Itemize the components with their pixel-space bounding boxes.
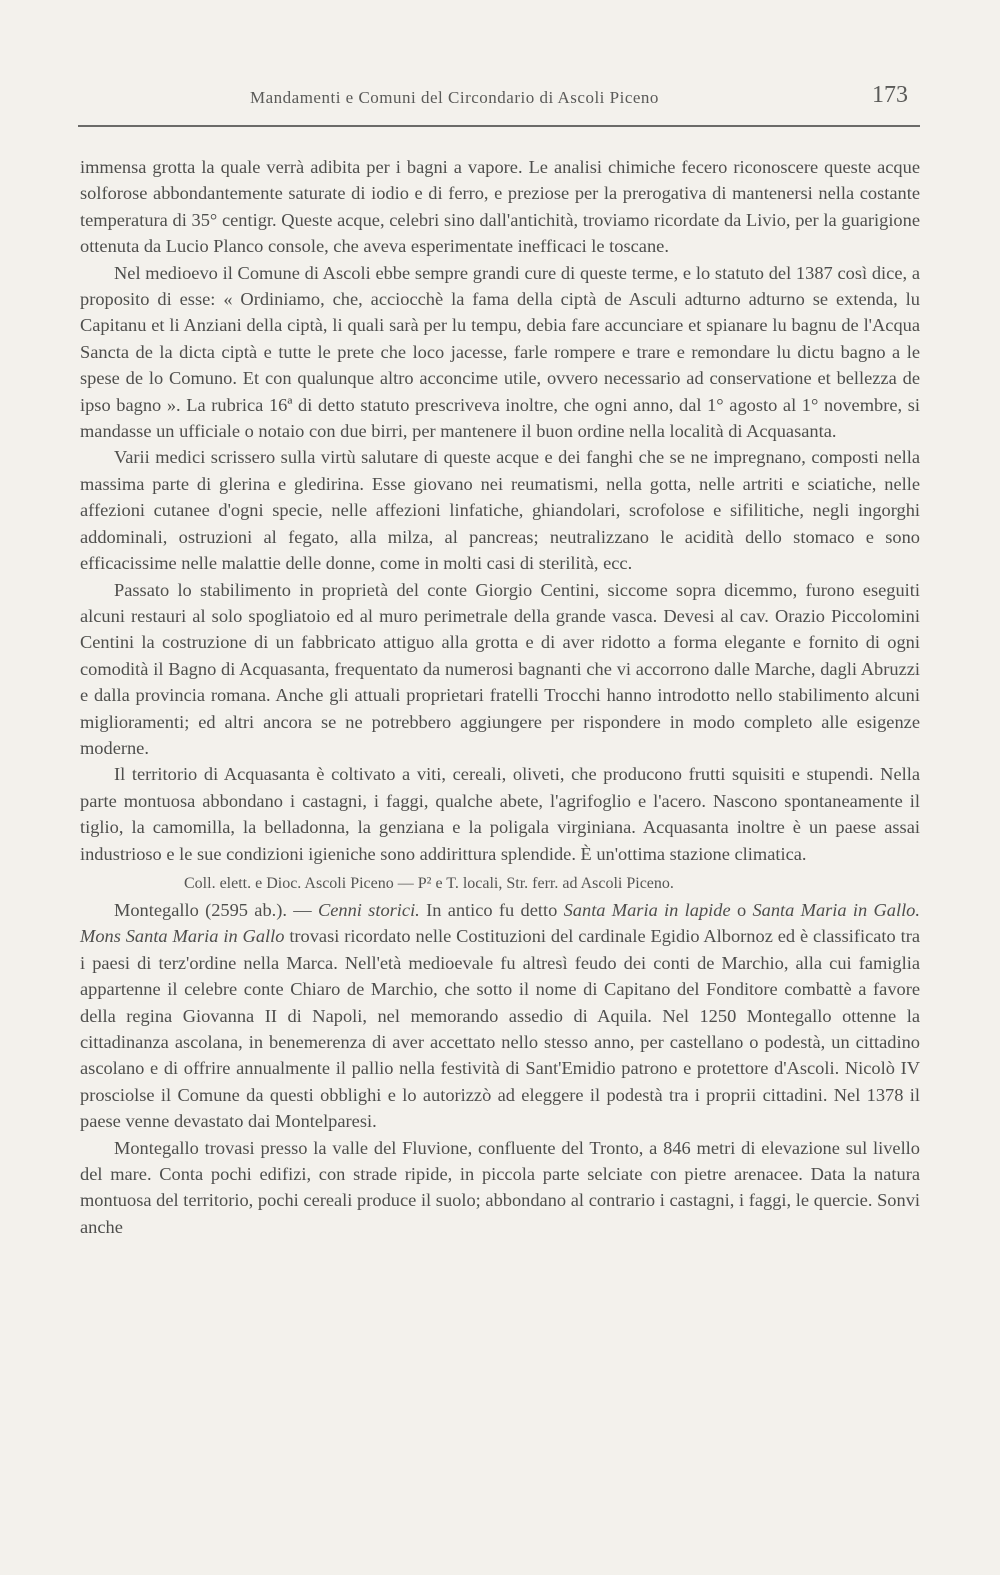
entry-text-3: trovasi ricordato nelle Costituzioni del cardinale Egidio Albornoz ed è classificato tra i paesi di terz'ordine nella Marca. Nell'età medioevale fu altresì feudo dei conti de Marchio, alla cui famiglia appartenne il celebre conte Chiaro de Marchio, che sotto il nome di Capitano del Fonditore combattè a favore della regina Giovanna II di Napoli, nel memorando assedio di Aquila. Nel 1250 Montegallo ottenne la cittadinanza ascolana, in benemerenza di aver accettato nello stesso anno, per castellano o podestà, un cittadino ascolano e di offrire annualmente il pallio nella festività di Sant'Emidio patrono e protettore d'Ascoli. Nicolò IV prosciolse il Comune da questi obblighi e lo autorizzò ad eleggere il podestà tra i proprii cittadini. Nel 1378 il paese venne devastato dai Montelparesi. xyxy=(80,926,920,1132)
alt-name-2: Santa Maria in Gallo. xyxy=(752,899,920,920)
running-head: Mandamenti e Comuni del Circondario di Ascoli Piceno xyxy=(250,88,659,107)
entry-title: Montegallo xyxy=(114,899,199,920)
paragraph-statuto: Nel medioevo il Comune di Ascoli ebbe sempre grandi cure di queste terme, e lo statuto del 1387 così dice, a proposito di esse: « Ordiniamo, che, acciocchè la fama della ciptà de Asculi adturno adturno se extenda, lu Capitanu et li Anziani della ciptà, li quali sarà per lu tempu, debia fare accunciare et spianare lu bagnu de l'Acqua Sancta de la dicta ciptà e tutte le prete che loco jacesse, farle rompere e trare e remondare lu dictu bagno a le spese de lo Comuno. Et con qualunque altro acconcime utile, ovvero necessario ad conservatione et bellezza de ipso bagno ». La rubrica 16ª di detto statuto prescriveva inoltre, che ogni anno, dal 1° agosto al 1° novembre, si mandasse un ufficiale o notaio con due birri, per mantenere il buon ordine nella località di Acquasanta. xyxy=(80,262,920,442)
paragraph-medici: Varii medici scrissero sulla virtù salutare di queste acque e dei fanghi che se ne impregnano, composti nella massima parte di glerina e gledirina. Esse giovano nei reumatismi, nella gotta, nelle artriti e sciatiche, nelle affezioni cutanee d'ogni specie, nelle affezioni linfatiche, ghiandolari, scrofolose e sifilitiche, negli ingorghi addominali, ostruzioni al fegato, alla milza, al pancreas; neutralizzano le acidità dello stomaco e sono efficacissime nelle malattie delle donne, come in molti casi di sterilità, ecc. xyxy=(80,447,920,574)
entry-montegallo xyxy=(80,897,920,1135)
entry-text-2: o xyxy=(736,899,747,920)
page-number: 173 xyxy=(872,82,908,108)
section-label: Cenni storici. xyxy=(317,899,420,920)
collegio-line: Coll. elett. e Dioc. Ascoli Piceno — P² e T. locali, Str. ferr. ad Ascoli Piceno. xyxy=(184,874,674,892)
alt-name-3: Mons Santa Maria in Gallo xyxy=(80,926,285,947)
header-rule xyxy=(78,125,920,127)
paragraph-stabilimento: Passato lo stabilimento in proprietà del conte Giorgio Centini, siccome sopra dicemmo, furono eseguiti alcuni restauri al solo spogliatoio ed al muro perimetrale della grande vasca. Devesi al cav. Orazio Piccolomini Centini la costruzione di un fabbricato attiguo alla grotta e di aver ridotto a forma elegante e fornito di ogni comodità il Bagno di Acquasanta, frequentato da numerosi bagnanti che vi accorrono dalle Marche, dagli Abruzzi e dalla provincia romana. Anche gli attuali proprietari fratelli Trocchi hanno introdotto nello stabilimento alcuni miglioramenti; ed altri ancora se ne potrebbero aggiungere per rispondere in modo completo alle esigenze moderne. xyxy=(80,579,920,758)
alt-name-1: Santa Maria in lapide xyxy=(563,899,731,920)
entry-text-1: In antico fu detto xyxy=(426,899,558,920)
body-text xyxy=(80,154,920,1240)
paragraph-montegallo-geografia: Montegallo trovasi presso la valle del Fluvione, confluente del Tronto, a 846 metri di elevazione sul livello del mare. Conta pochi edifizi, con strade ripide, in piccola parte selciate con pietre arenacee. Data la natura montuosa del territorio, pochi cereali produce il suolo; abbondano al contrario i castagni, i faggi, le quercie. Sonvi anche xyxy=(80,1137,920,1237)
entry-population: (2595 ab.). — xyxy=(205,899,312,920)
paragraph-continuation: immensa grotta la quale verrà adibita per i bagni a vapore. Le analisi chimiche fecero riconoscere queste acque solforose abbondantemente saturate di iodio e di ferro, e preziose per la prerogativa di mantenersi nella costante temperatura di 35° centigr. Queste acque, celebri sino dall'antichità, troviamo ricordate da Livio, per la guarigione ottenuta da Lucio Planco console, che aveva esperimentate inefficaci le toscane. xyxy=(80,157,920,257)
paragraph-territorio: Il territorio di Acquasanta è coltivato a viti, cereali, oliveti, che producono frutti squisiti e stupendi. Nella parte montuosa abbondano i castagni, i faggi, qualche abete, l'agrifoglio e l'acero. Nascono spontaneamente il tiglio, la camomilla, la belladonna, la genziana e la poligala virginiana. Acquasanta inoltre è un paese assai industrioso e le sue condizioni igieniche sono addirittura splendide. È un'ottima stazione climatica. xyxy=(80,764,920,864)
